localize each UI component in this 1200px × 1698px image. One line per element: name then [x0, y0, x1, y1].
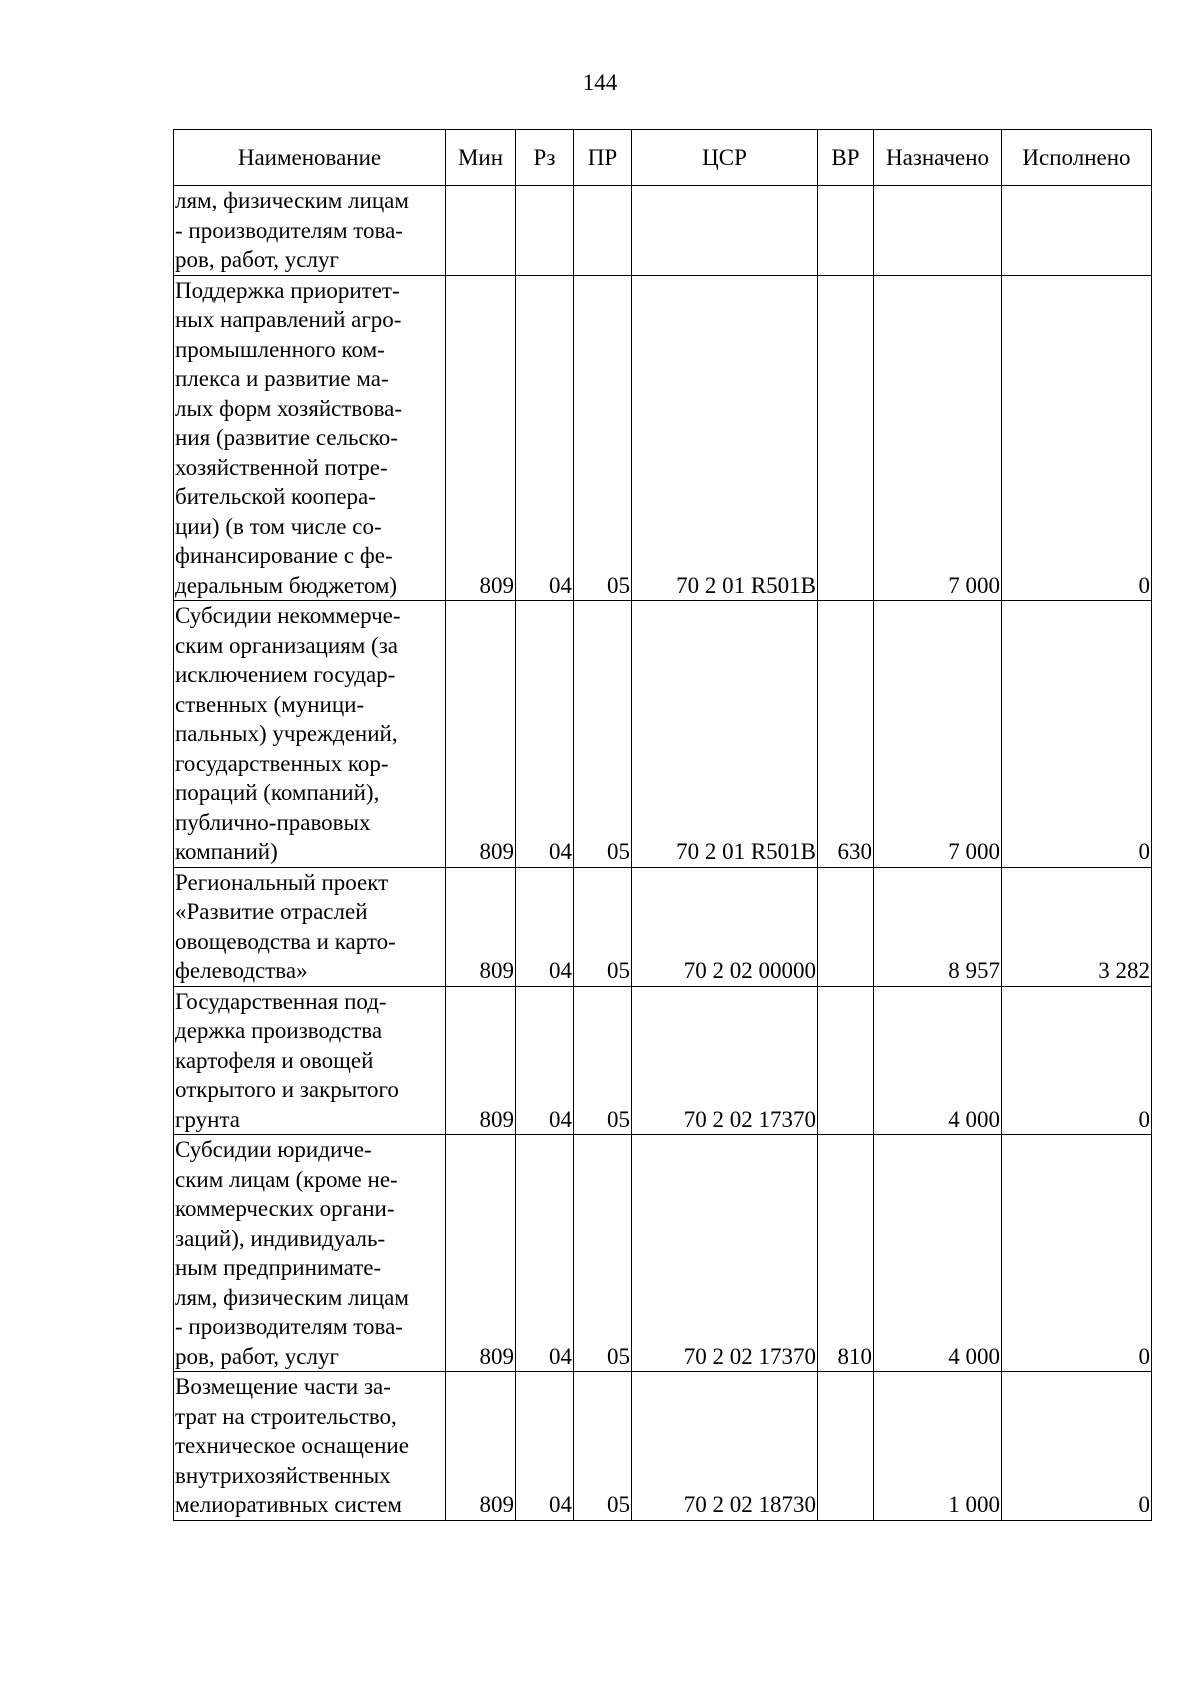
name-line: Субсидии некоммерче- [175, 603, 401, 628]
header-name: Наименование [174, 130, 446, 186]
cell-pr: 05 [574, 1135, 632, 1372]
cell-vr: 630 [818, 601, 874, 868]
cell-rz: 04 [516, 867, 574, 986]
name-line: пораций (компаний), [175, 780, 380, 805]
cell-rz [516, 186, 574, 276]
name-line: лых форм хозяйствова- [175, 395, 403, 421]
name-line: - производителям това- [175, 1314, 403, 1339]
name-line: картофеля и овощей [175, 1047, 374, 1073]
cell-csr: 70 2 02 17370 [632, 1135, 818, 1372]
name-line: техническое оснащение [175, 1433, 409, 1458]
table-row [174, 1372, 1152, 1521]
name-line: государственных кор- [175, 750, 389, 776]
cell-name [174, 1135, 446, 1372]
cell-name [174, 186, 446, 276]
cell-executed [1002, 186, 1152, 276]
cell-pr: 05 [574, 1372, 632, 1521]
name-line: ственных (муници- [175, 691, 365, 717]
cell-name [174, 867, 446, 986]
name-line: лям, физическим лицам [175, 1284, 409, 1310]
name-line: компаний) [175, 839, 278, 864]
cell-min: 809 [446, 986, 516, 1135]
cell-vr [818, 986, 874, 1135]
name-line: Субсидии юридиче- [175, 1137, 372, 1162]
cell-executed: 0 [1002, 275, 1152, 601]
name-line: ров, работ, услуг [175, 247, 339, 272]
name-line: держка производства [175, 1018, 383, 1043]
name-line: заций), индивидуаль- [175, 1225, 386, 1251]
table-header-row [174, 130, 1152, 186]
cell-name [174, 1372, 446, 1521]
name-line: Государственная под- [175, 988, 387, 1014]
cell-executed: 0 [1002, 986, 1152, 1135]
cell-rz: 04 [516, 601, 574, 868]
cell-min [446, 186, 516, 276]
name-line: пальных) учреждений, [175, 721, 398, 746]
name-line: ным предпринимате- [175, 1255, 382, 1280]
name-line: деральным бюджетом) [175, 572, 398, 598]
cell-assigned: 4 000 [874, 986, 1002, 1135]
name-line: ров, работ, услуг [175, 1343, 339, 1369]
table-body [174, 186, 1152, 1521]
cell-pr: 05 [574, 601, 632, 868]
cell-vr [818, 867, 874, 986]
name-line: внутрихозяйственных [175, 1462, 391, 1488]
name-line: открытого и закрытого [175, 1077, 399, 1102]
table-row [174, 275, 1152, 601]
cell-assigned: 4 000 [874, 1135, 1002, 1372]
cell-vr [818, 186, 874, 276]
cell-pr: 05 [574, 275, 632, 601]
name-line: ции) (в том числе со- [175, 513, 382, 539]
name-line: Возмещение части за- [175, 1374, 391, 1399]
name-line: публично-правовых [175, 809, 371, 835]
cell-vr [818, 275, 874, 601]
cell-name [174, 601, 446, 868]
name-line: ния (развитие сельско- [175, 425, 398, 450]
name-line: «Развитие отраслей [175, 899, 368, 924]
name-line: лям, физическим лицам [175, 188, 409, 213]
name-line: плекса и развитие ма- [175, 366, 389, 391]
cell-rz: 04 [516, 275, 574, 601]
cell-assigned [874, 186, 1002, 276]
cell-csr: 70 2 01 R501B [632, 601, 818, 868]
header-executed: Исполнено [1002, 130, 1152, 186]
cell-assigned: 7 000 [874, 275, 1002, 601]
cell-rz: 04 [516, 986, 574, 1135]
cell-min: 809 [446, 1372, 516, 1521]
cell-vr [818, 1372, 874, 1521]
cell-executed: 0 [1002, 1135, 1152, 1372]
name-line: ским организациям (за [175, 632, 399, 658]
cell-vr: 810 [818, 1135, 874, 1372]
name-line: мелиоративных систем [175, 1492, 402, 1517]
header-vr: ВР [818, 130, 874, 186]
table-row [174, 986, 1152, 1135]
cell-name [174, 986, 446, 1135]
name-line: коммерческих органи- [175, 1196, 395, 1221]
cell-assigned: 7 000 [874, 601, 1002, 868]
name-line: исключением государ- [175, 662, 396, 687]
name-line: финансирование с фе- [175, 543, 393, 568]
name-line: ных направлений агро- [175, 307, 402, 332]
cell-name [174, 275, 446, 601]
cell-executed: 0 [1002, 601, 1152, 868]
name-line: бительской коопера- [175, 484, 376, 509]
cell-pr [574, 186, 632, 276]
cell-rz: 04 [516, 1135, 574, 1372]
header-rz: Рз [516, 130, 574, 186]
cell-assigned: 1 000 [874, 1372, 1002, 1521]
cell-csr: 70 2 02 17370 [632, 986, 818, 1135]
cell-csr: 70 2 02 18730 [632, 1372, 818, 1521]
name-line: овощеводства и карто- [175, 928, 396, 954]
cell-min: 809 [446, 601, 516, 868]
cell-min: 809 [446, 867, 516, 986]
table-row [174, 867, 1152, 986]
header-pr: ПР [574, 130, 632, 186]
page-number: 144 [582, 70, 618, 95]
name-line: Поддержка приоритет- [175, 277, 400, 303]
name-line: Региональный проект [175, 869, 389, 895]
header-assigned: Назначено [874, 130, 1002, 186]
header-min: Мин [446, 130, 516, 186]
name-line: ским лицам (кроме не- [175, 1166, 398, 1192]
cell-pr: 05 [574, 867, 632, 986]
cell-rz: 04 [516, 1372, 574, 1521]
name-line: трат на строительство, [175, 1403, 397, 1429]
cell-pr: 05 [574, 986, 632, 1135]
name-line: промышленного ком- [175, 336, 385, 362]
cell-csr: 70 2 02 00000 [632, 867, 818, 986]
table-row [174, 601, 1152, 868]
name-line: - производителям това- [175, 217, 403, 243]
cell-assigned: 8 957 [874, 867, 1002, 986]
name-line: хозяйственной потре- [175, 454, 388, 480]
cell-csr: 70 2 01 R501B [632, 275, 818, 601]
cell-executed: 3 282 [1002, 867, 1152, 986]
budget-table [173, 129, 1152, 1521]
cell-executed: 0 [1002, 1372, 1152, 1521]
header-csr: ЦСР [632, 130, 818, 186]
name-line: грунта [175, 1106, 240, 1132]
cell-min: 809 [446, 1135, 516, 1372]
table-row [174, 186, 1152, 276]
name-line: фелеводства» [175, 958, 308, 983]
cell-csr [632, 186, 818, 276]
cell-min: 809 [446, 275, 516, 601]
table-row [174, 1135, 1152, 1372]
